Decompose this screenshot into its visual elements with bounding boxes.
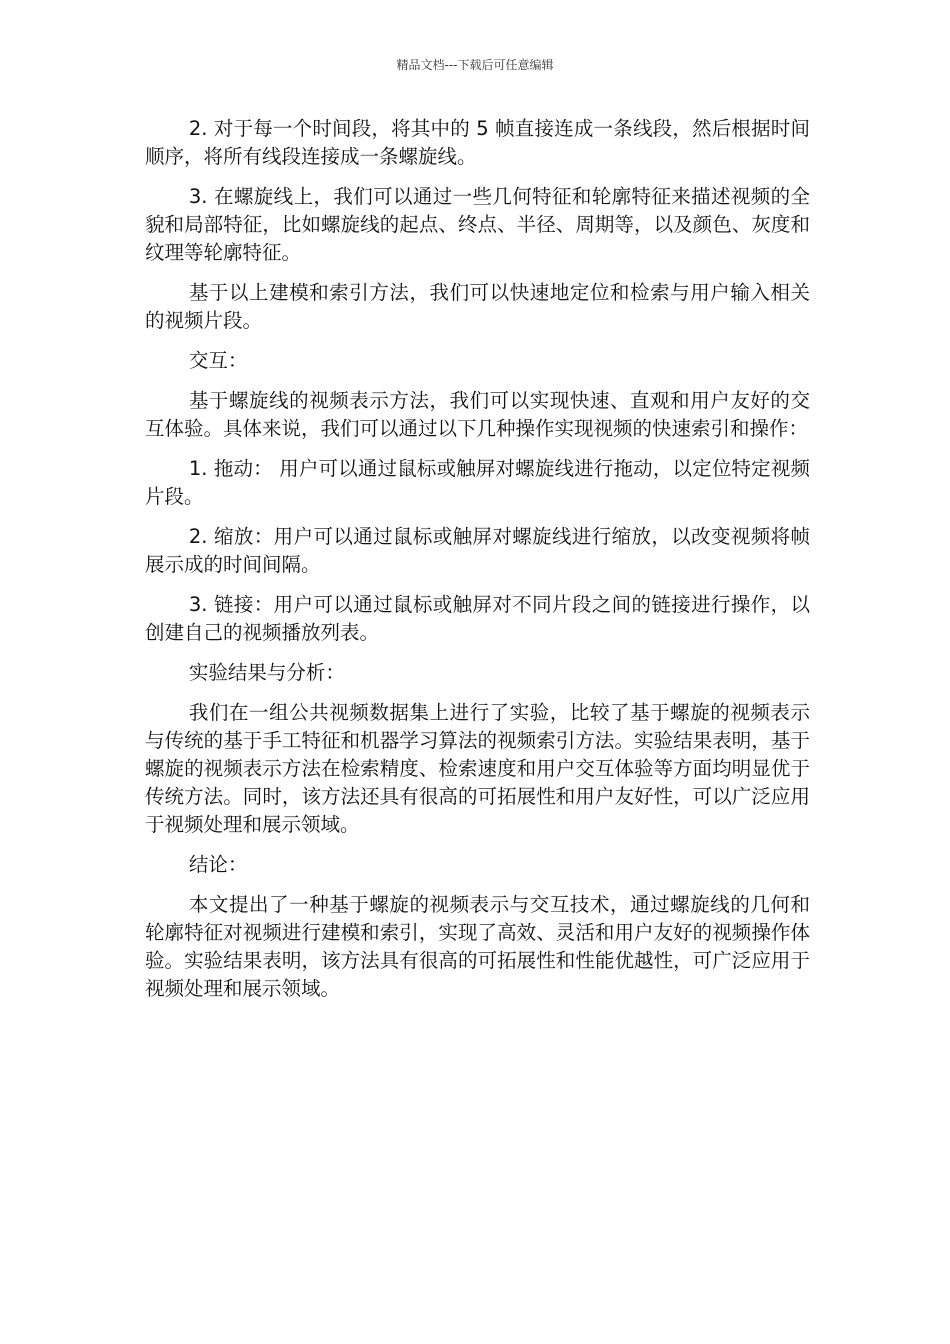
- paragraph-conclusion: 本文提出了一种基于螺旋的视频表示与交互技术，通过螺旋线的几何和轮廓特征对视频进行建模和索引，实现了高效、灵活和用户友好的视频操作体验。实验结果表明，该方法具有很高的可拓展性和性能优越性，可广泛应用于视频处理和展示领域。: [145, 893, 810, 1000]
- section-heading-conclusion: 结论：: [188, 853, 248, 876]
- paragraph-step-3: 3. 在螺旋线上，我们可以通过一些几何特征和轮廓特征来描述视频的全貌和局部特征，比如螺旋线的起点、终点、半径、周期等，以及颜色、灰度和纹理等轮廓特征。: [145, 185, 810, 264]
- paragraph-link: 3. 链接：用户可以通过鼠标或触屏对不同片段之间的链接进行操作，以创建自己的视频播放列表。: [145, 593, 810, 644]
- document-body: [145, 115, 810, 1015]
- paragraph-summary: 基于以上建模和索引方法，我们可以快速地定位和检索与用户输入相关的视频片段。: [145, 281, 810, 332]
- paragraph-step-2: 2. 对于每一个时间段，将其中的 5 帧直接连成一条线段，然后根据时间顺序，将所有线段连接成一条螺旋线。: [145, 117, 810, 168]
- page-header: 精品文档---下载后可任意编辑: [396, 58, 554, 72]
- paragraph-drag: 1. 拖动： 用户可以通过鼠标或触屏对螺旋线进行拖动，以定位特定视频片段。: [145, 457, 810, 508]
- section-heading-interaction: 交互：: [188, 349, 248, 372]
- paragraph-zoom: 2. 缩放：用户可以通过鼠标或触屏对螺旋线进行缩放，以改变视频将帧展示成的时间间隔。: [145, 525, 810, 576]
- section-heading-results: 实验结果与分析：: [188, 661, 345, 684]
- paragraph-interaction-intro: 基于螺旋线的视频表示方法，我们可以实现快速、直观和用户友好的交互体验。具体来说，我们可以通过以下几种操作实现视频的快速索引和操作：: [145, 389, 810, 440]
- paragraph-results: 我们在一组公共视频数据集上进行了实验，比较了基于螺旋的视频表示与传统的基于手工特征和机器学习算法的视频索引方法。实验结果表明，基于螺旋的视频表示方法在检索精度、检索速度和用户交互体验等方面均明显优于传统方法。同时，该方法还具有很高的可拓展性和用户友好性，可以广泛应用于视频处理和展示领域。: [145, 701, 810, 836]
